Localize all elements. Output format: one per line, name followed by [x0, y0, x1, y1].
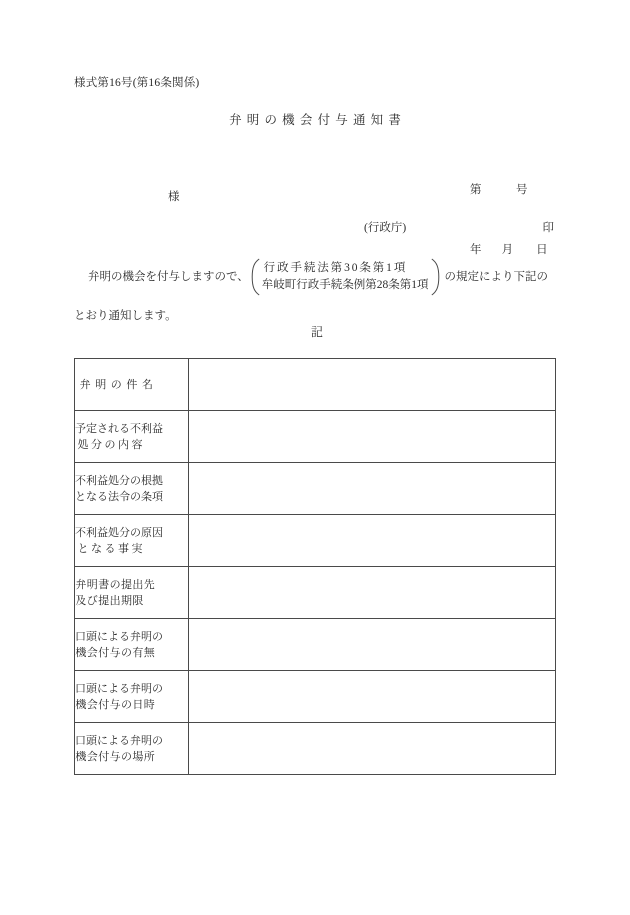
row-value-cell[interactable] — [189, 463, 556, 515]
row-label-line-2: 処分の内容 — [77, 438, 145, 451]
row-value-cell[interactable] — [189, 515, 556, 567]
table-row — [75, 723, 556, 775]
row-label-cell — [75, 359, 189, 411]
reference-number-line: 第 号 — [470, 184, 528, 196]
body-closing-line: とおり通知します。 — [74, 310, 177, 322]
row-label-cell — [75, 463, 189, 515]
row-label-line-1: 弁明の件名 — [79, 378, 158, 391]
row-value-cell[interactable] — [189, 619, 556, 671]
row-label-cell — [75, 619, 189, 671]
table-row — [75, 619, 556, 671]
table-row — [75, 515, 556, 567]
row-label-cell — [75, 671, 189, 723]
form-number: 様式第16号(第16条関係) — [74, 77, 200, 89]
table-row — [75, 463, 556, 515]
legal-basis-line-1: 行政手続法第30条第1項 — [263, 261, 408, 274]
issuer-row — [364, 219, 554, 235]
row-label-line-2: 及び提出期限 — [75, 594, 144, 607]
row-label-line-2: 機会付与の場所 — [75, 750, 156, 763]
row-label-line-1: 口頭による弁明の — [75, 630, 163, 643]
row-label-line-2: 機会付与の有無 — [75, 646, 156, 659]
addressee-honorific: 様 — [168, 191, 180, 203]
row-label-line-1: 不利益処分の根拠 — [75, 474, 163, 487]
table-row — [75, 567, 556, 619]
row-label-cell — [75, 567, 189, 619]
table-row — [75, 671, 556, 723]
form-table — [74, 358, 556, 775]
brace-right-icon — [431, 258, 440, 296]
body-lead-text: 弁明の機会を付与しますので、 — [88, 270, 249, 283]
table-row — [75, 359, 556, 411]
row-label-line-1: 口頭による弁明の — [75, 734, 163, 747]
row-value-cell[interactable] — [189, 567, 556, 619]
ki-mark-text: 記 — [310, 325, 323, 339]
legal-basis-line-2: 牟岐町行政手続条例第28条第1項 — [261, 278, 429, 291]
form-table-body — [75, 359, 556, 775]
row-label-line-2: 機会付与の日時 — [75, 698, 156, 711]
brace-left-icon — [251, 258, 260, 296]
table-row — [75, 411, 556, 463]
issuing-agency-label: (行政庁) — [364, 222, 407, 234]
row-label-line-1: 口頭による弁明の — [75, 682, 163, 695]
seal-label: 印 — [542, 222, 554, 234]
body-tail-text: の規定により下記の — [444, 270, 549, 283]
body-line-one — [74, 258, 564, 296]
row-label-cell — [75, 723, 189, 775]
row-label-line-2: となる法令の条項 — [75, 490, 163, 503]
page-title: 弁明の機会付与通知書 — [229, 113, 407, 127]
row-value-cell[interactable] — [189, 723, 556, 775]
row-label-cell — [75, 515, 189, 567]
row-label-line-1: 予定される不利益 — [75, 422, 163, 435]
row-value-cell[interactable] — [189, 411, 556, 463]
row-value-cell[interactable] — [189, 359, 556, 411]
legal-basis-brace-group — [251, 258, 440, 296]
reference-date-line: 年 月 日 — [470, 244, 548, 256]
row-value-cell[interactable] — [189, 671, 556, 723]
row-label-line-2: となる事実 — [77, 542, 145, 555]
legal-basis-text — [260, 258, 431, 296]
row-label-line-1: 不利益処分の原因 — [75, 526, 163, 539]
ki-mark — [0, 323, 630, 340]
row-label-cell — [75, 411, 189, 463]
row-label-line-1: 弁明書の提出先 — [75, 578, 156, 591]
body-paragraph — [74, 258, 564, 325]
